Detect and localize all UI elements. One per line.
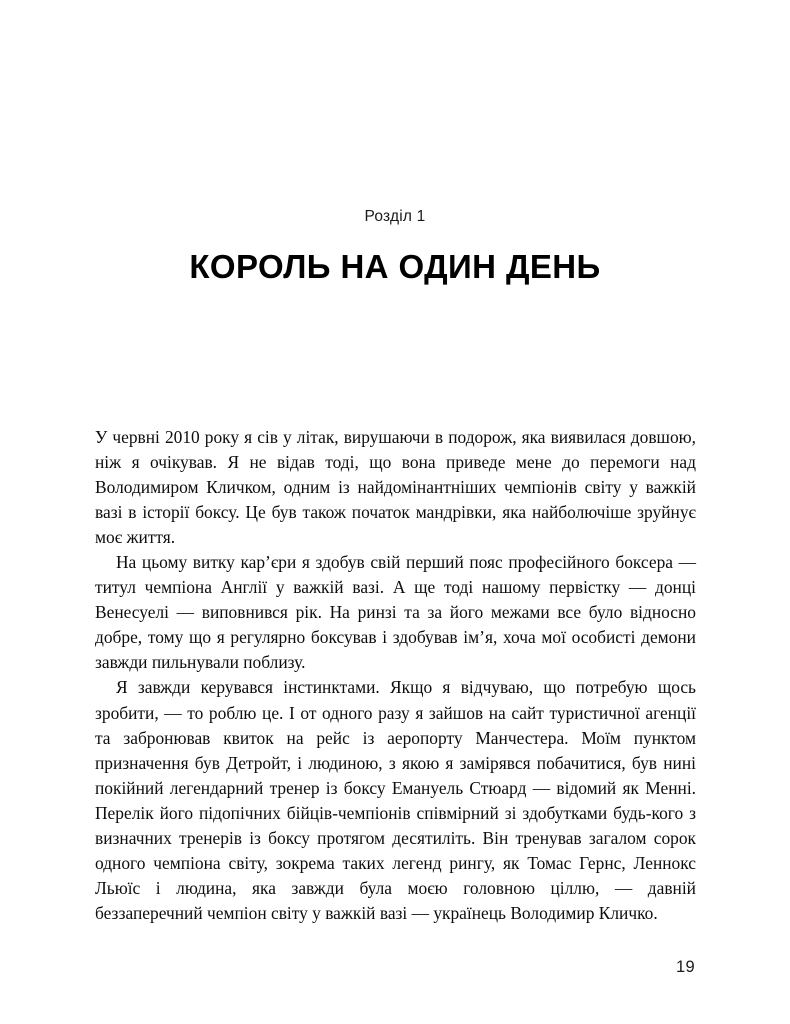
chapter-heading-block <box>0 208 790 286</box>
chapter-label: Розділ 1 <box>364 208 426 225</box>
paragraph: У червні 2010 року я сів у літак, вирушаючи в подорож, яка виявилася довшою, ніж я очікував. Я не відав тоді, що вона приведе мене до перемоги над Володимиром Кличком, одним із найдомінантніших чемпіонів світу у важкій вазі в історії боксу. Це був також початок мандрівки, яка найболючіше зруйнує моє життя. <box>95 427 696 548</box>
chapter-title: КОРОЛЬ НА ОДИН ДЕНЬ <box>189 247 601 285</box>
page-number: 19 <box>676 958 695 976</box>
paragraph: Я завжди керувався інстинктами. Якщо я відчуваю, що потребую щось зробити, — то роблю це. І от одного разу я зайшов на сайт туристичної агенції та забронював квиток на рейс із аеропорту Манчестера. Моїм пунктом призначення був Детройт, і людиною, з якою я замірявся побачитися, був нині покійний легендарний тренер із боксу Емануель Стюард — відомий як Менні. Перелік його підопічних бійців-чемпіонів співмірний зі здобутками будь-кого з визначних тренерів із боксу протягом десятиліть. Він тренував загалом сорок одного чемпіона світу, зокрема таких легенд рингу, як Томас Гернс, Леннокс Льюїс і людина, яка завжди була моєю головною ціллю, — давній беззаперечний чемпіон світу у важкій вазі — українець Володимир Кличко. <box>95 677 696 923</box>
body-text-block <box>95 425 696 926</box>
paragraph: На цьому витку кар’єри я здобув свій перший пояс професійного боксера — титул чемпіона Англії у важкій вазі. А ще тоді нашому первістку — донці Венесуелі — виповнився рік. На ринзі та за його межами все було відносно добре, тому що я регулярно боксував і здобував ім’я, хоча мої особисті демони завжди пильнували поблизу. <box>95 552 696 673</box>
